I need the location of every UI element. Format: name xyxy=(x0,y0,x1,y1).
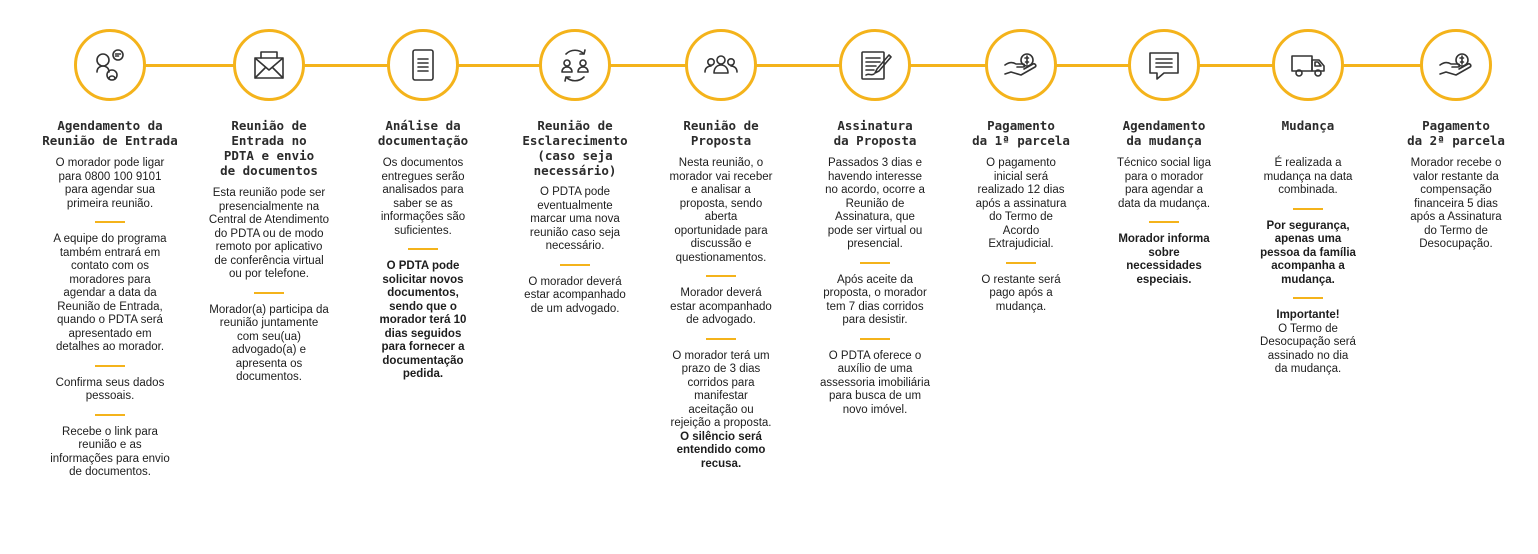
step-title: Análise da documentação xyxy=(377,118,469,148)
separator-dash xyxy=(95,414,125,416)
document-icon xyxy=(403,45,443,85)
step-title: Mudança xyxy=(1281,118,1335,133)
step-icon-circle xyxy=(74,29,146,101)
step-paragraph: O PDTA pode solicitar novos documentos, sendo que o morador terá 10 dias seguidos para fornecer a documentação pedida. xyxy=(379,260,467,380)
separator-dash xyxy=(1293,208,1323,210)
payment-hand-icon xyxy=(1436,45,1476,85)
step-paragraph: A equipe do programa também entrará em contato com os moradores para agendar a data da Reunião de Entrada, quando o PDTA será apresentado em detalhes ao morador. xyxy=(53,233,167,353)
step-paragraph: Morador recebe o valor restante da compensação financeira 5 dias após a Assinatura do Termo de Desocupação. xyxy=(1410,157,1502,250)
separator-dash xyxy=(860,338,890,340)
step-body xyxy=(194,187,344,385)
step-title: Reunião de Esclarecimento (caso seja necessário) xyxy=(522,118,628,178)
step-paragraph: Técnico social liga para o morador para agendar a data da mudança. xyxy=(1117,157,1211,210)
step-paragraph: O morador terá um prazo de 3 dias corridos para manifestar aceitação ou rejeição a proposta. xyxy=(670,349,772,429)
exchange-people-icon xyxy=(555,45,595,85)
step-body xyxy=(1233,157,1383,377)
chat-bubble-icon xyxy=(1144,45,1184,85)
step-paragraph: O morador deverá estar acompanhado de um advogado. xyxy=(524,275,626,315)
separator-dash xyxy=(254,292,284,294)
step-title: Pagamento da 2ª parcela xyxy=(1407,118,1505,148)
step-icon-circle xyxy=(233,29,305,101)
timeline-line xyxy=(110,64,1473,67)
step-title: Agendamento da Reunião de Entrada xyxy=(42,118,178,148)
group-icon xyxy=(701,45,741,85)
step-icon-circle xyxy=(1272,29,1344,101)
step-paragraph: O pagamento inicial será realizado 12 dias após a assinatura do Termo de Acordo Extrajudicial. xyxy=(975,157,1067,250)
step-paragraph-note: O Termo de Desocupação será assinado no dia da mudança. xyxy=(1260,322,1356,375)
step-icon-circle xyxy=(685,29,757,101)
step-body xyxy=(1089,157,1239,287)
step-paragraph: Por segurança, apenas uma pessoa da família acompanha a mudança. xyxy=(1260,219,1356,286)
step-icon-circle xyxy=(1420,29,1492,101)
step-paragraph: Morador deverá estar acompanhado de advogado. xyxy=(670,287,772,326)
step-icon-circle xyxy=(387,29,459,101)
step-paragraph: Morador(a) participa da reunião juntamente com seu(ua) advogado(a) e apresenta os documentos. xyxy=(209,303,329,383)
step-icon-circle xyxy=(539,29,611,101)
step-title: Pagamento da 1ª parcela xyxy=(972,118,1070,148)
separator-dash xyxy=(706,275,736,277)
step-title: Reunião de Entrada no PDTA e envio de documentos xyxy=(220,118,318,178)
step-paragraph: Após aceite da proposta, o morador tem 7 dias corridos para desistir. xyxy=(823,273,927,326)
contract-sign-icon xyxy=(855,45,895,85)
step-body xyxy=(800,157,950,417)
step-body xyxy=(348,157,498,382)
step-body xyxy=(500,186,650,316)
meeting-people-icon xyxy=(90,45,130,85)
step-paragraph: Os documentos entregues serão analisados para saber se as informações são suficientes. xyxy=(380,157,466,237)
truck-icon xyxy=(1288,45,1328,85)
step-title: Assinatura da Proposta xyxy=(833,118,917,148)
step-paragraph: O morador pode ligar para 0800 100 9101 para agendar sua primeira reunião. xyxy=(55,157,165,210)
separator-dash xyxy=(860,262,890,264)
separator-dash xyxy=(95,365,125,367)
step-paragraph: O PDTA oferece o auxílio de uma assessoria imobiliária para busca de um novo imóvel. xyxy=(820,349,930,416)
payment-hand-icon xyxy=(1001,45,1041,85)
separator-dash xyxy=(1149,221,1179,223)
step-paragraph: O PDTA pode eventualmente marcar uma nova reunião caso seja necessário. xyxy=(529,186,621,252)
step-paragraph: Passados 3 dias e havendo interesse no acordo, ocorre a Reunião de Assinatura, que pode ser virtual ou presencial. xyxy=(825,157,925,250)
separator-dash xyxy=(560,264,590,266)
step-paragraph: É realizada a mudança na data combinada. xyxy=(1263,157,1353,196)
separator-dash xyxy=(1293,297,1323,299)
step-body xyxy=(646,157,796,471)
step-body xyxy=(1381,157,1531,252)
step-body xyxy=(35,157,185,480)
step-paragraph: Esta reunião pode ser presencialmente na Central de Atendimento do PDTA ou de modo remoto por aplicativo de conferência virtual ou por telefone. xyxy=(208,187,330,280)
step-paragraph: Confirma seus dados pessoais. xyxy=(55,376,165,402)
step-paragraph: Recebe o link para reunião e as informações para envio de documentos. xyxy=(50,425,170,478)
step-paragraph: Morador informa sobre necessidades especiais. xyxy=(1118,233,1210,286)
step-paragraph-emphasis: O silêncio será entendido como recusa. xyxy=(676,430,766,470)
step-paragraph: Importante! xyxy=(1276,309,1340,321)
step-title: Reunião de Proposta xyxy=(683,118,759,148)
step-body xyxy=(946,157,1096,314)
step-title: Agendamento da mudança xyxy=(1122,118,1206,148)
step-paragraph: O restante será pago após a mudança. xyxy=(981,273,1061,313)
envelope-icon xyxy=(249,45,289,85)
step-icon-circle xyxy=(839,29,911,101)
separator-dash xyxy=(408,248,438,250)
step-paragraph: Nesta reunião, o morador vai receber e analisar a proposta, sendo aberta oportunidade para discussão e questionamentos. xyxy=(669,157,773,264)
step-icon-circle xyxy=(1128,29,1200,101)
separator-dash xyxy=(95,221,125,223)
separator-dash xyxy=(706,338,736,340)
step-icon-circle xyxy=(985,29,1057,101)
separator-dash xyxy=(1006,262,1036,264)
